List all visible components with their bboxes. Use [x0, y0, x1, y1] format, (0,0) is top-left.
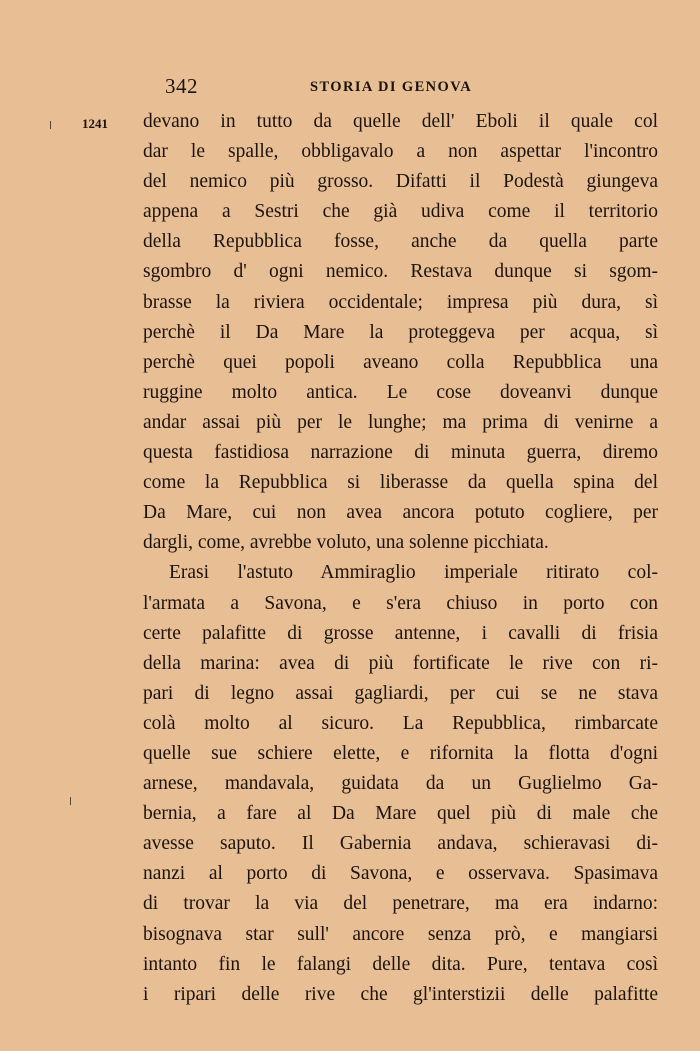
text-line: arnese, mandavala, guidata da un Guglielmo Ga-	[143, 773, 658, 795]
text-line: perchè quei popoli aveano colla Repubblica una	[143, 351, 658, 373]
text-line: dargli, come, avrebbe voluto, una solenne picchiata.	[143, 532, 549, 554]
text-line: colà molto al sicuro. La Repubblica, rimbarcate	[143, 712, 658, 734]
text-line: avesse saputo. Il Gabernia andava, schieravasi di-	[143, 833, 658, 855]
text-line: della Repubblica fosse, anche da quella parte	[143, 231, 658, 253]
text-line: perchè il Da Mare la proteggeva per acqua, sì	[143, 321, 658, 343]
text-line: questa fastidiosa narrazione di minuta guerra, diremo	[143, 442, 658, 464]
text-line: bernia, a fare al Da Mare quel più di male che	[143, 803, 658, 825]
text-line: della marina: avea di più fortificate le rive con ri-	[143, 652, 658, 674]
text-line: devano in tutto da quelle dell' Eboli il quale col	[143, 111, 658, 132]
text-line: pari di legno assai gagliardi, per cui se ne stava	[143, 682, 658, 704]
text-line: brasse la riviera occidentale; impresa più dura, sì	[143, 291, 658, 313]
text-line: certe palafitte di grosse antenne, i cavalli di frisia	[143, 622, 658, 644]
margin-mark	[70, 797, 71, 805]
text-line: Da Mare, cui non avea ancora potuto cogliere, per	[143, 502, 658, 524]
text-line: dar le spalle, obbligavalo a non aspettar l'incontro	[143, 141, 658, 163]
text-line: i ripari delle rive che gl'interstizii delle palafitte	[143, 983, 658, 1005]
margin-year: 1241	[82, 116, 108, 131]
text-line: di trovar la via del penetrare, ma era indarno:	[143, 893, 658, 915]
text-line: Erasi l'astuto Ammiraglio imperiale ritirato col-	[169, 562, 658, 584]
text-line: l'armata a Savona, e s'era chiuso in porto con	[143, 592, 658, 614]
text-line: nanzi al porto di Savona, e osservava. Spasimava	[143, 863, 658, 885]
text-line: andar assai più per le lunghe; ma prima di venirne a	[143, 411, 658, 433]
text-line: ruggine molto antica. Le cose doveanvi dunque	[143, 381, 658, 403]
running-title: STORIA DI GENOVA	[310, 79, 473, 95]
text-line: quelle sue schiere elette, e rifornita la flotta d'ogni	[143, 742, 658, 764]
text-line: come la Repubblica si liberasse da quella spina del	[143, 472, 658, 494]
text-line: sgombro d' ogni nemico. Restava dunque si sgom-	[143, 261, 658, 283]
body-text	[143, 107, 658, 1010]
text-line: intanto fin le falangi delle dita. Pure, tentava così	[143, 953, 658, 975]
margin-mark	[50, 121, 51, 129]
text-line: appena a Sestri che già udiva come il territorio	[143, 201, 658, 223]
page-number: 342	[165, 74, 198, 98]
text-line: del nemico più grosso. Difatti il Podestà giungeva	[143, 171, 658, 193]
text-line: bisognava star sull' ancore senza prò, e mangiarsi	[143, 923, 658, 945]
